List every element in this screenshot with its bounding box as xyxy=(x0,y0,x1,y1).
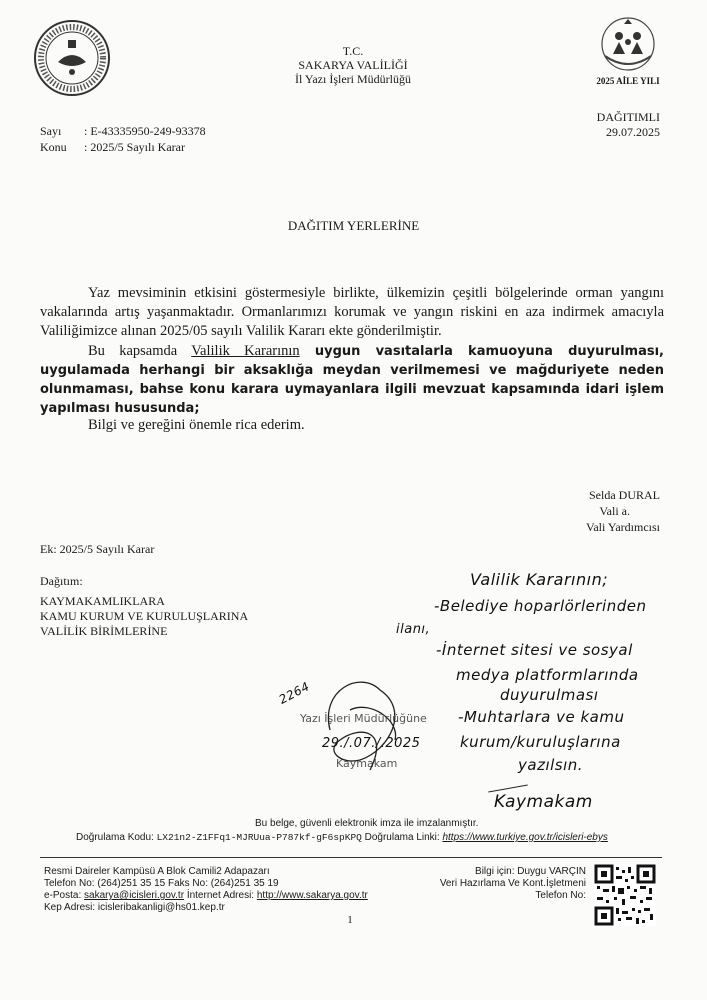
attachment: Ek: 2025/5 Sayılı Karar xyxy=(40,542,155,556)
family-year-caption: 2025 AİLE YILI xyxy=(596,76,660,86)
verification-code-label: Doğrulama Kodu: xyxy=(76,832,154,843)
subject-value: : 2025/5 Sayılı Karar xyxy=(84,140,185,154)
body-paragraph-3: Bilgi ve gereğini önemle rica ederim. xyxy=(88,417,305,433)
handwritten-line: -İnternet sitesi ve sosyal xyxy=(436,641,633,659)
info-role: Veri Hazırlama Ve Kont.İşletmeni xyxy=(439,878,586,889)
header-country: T.C. xyxy=(342,44,364,58)
handwritten-line: yazılsın. xyxy=(518,756,584,774)
footer-email[interactable]: sakarya@icisleri.gov.tr xyxy=(84,890,185,901)
verification-row xyxy=(76,832,608,844)
header-governorship: SAKARYA VALİLİĞİ xyxy=(298,58,408,72)
page-number: 1 xyxy=(347,914,353,926)
verification-link-label: Doğrulama Linki: xyxy=(364,832,440,843)
handwritten-line: -Belediye hoparlörlerinden xyxy=(434,597,647,615)
distribution-item: KAMU KURUM VE KURULUŞLARINA xyxy=(40,609,249,623)
e-signature-note: Bu belge, güvenli elektronik imza ile imzalanmıştır. xyxy=(255,818,479,829)
document-date: 29.07.2025 xyxy=(606,125,660,139)
handwritten-line: ilanı, xyxy=(396,622,431,637)
stamp-line-3: Kaymakam xyxy=(336,757,398,770)
signer-title-2: Vali Yardımcısı xyxy=(585,520,660,534)
handwritten-line: duyurulması xyxy=(500,686,599,704)
subject-label: Konu xyxy=(40,140,67,154)
distribution-label: Dağıtım: xyxy=(40,574,83,588)
family-year-logo xyxy=(589,14,667,74)
stamp-number: 2264 xyxy=(276,679,312,707)
number-value: : E-43335950-249-93378 xyxy=(84,124,206,138)
verification-code: LX21n2-Z1FFq1-MJRUua-P787kf-gF6spKPQ xyxy=(156,832,362,843)
handwritten-line: kurum/kuruluşlarına xyxy=(460,733,621,751)
info-contact: Bilgi için: Duygu VARÇIN xyxy=(475,866,586,877)
body-paragraph-1: Yaz mevsiminin etkisini göstermesiyle birlikte, ülkemizin çeşitli bölgelerinde orman yangını vakalarında artış yaşanmaktadır. Ormanlarımızı korumak ve yangın riskini en aza indirmek amacıyla Valiliğimizce alınan 2025/05 sayılı Valilik Kararı ekte gönderilmiştir. xyxy=(40,285,664,339)
footer-address: Resmi Daireler Kampüsü A Blok Camili2 Adapazarı xyxy=(44,866,270,877)
footer-email-label: e-Posta: xyxy=(44,890,82,901)
distribution-flag: DAĞITIMLI xyxy=(596,110,660,124)
footer-web[interactable]: http://www.sakarya.gov.tr xyxy=(256,890,368,901)
signer-title-1: Vali a. xyxy=(599,504,630,518)
qr-code xyxy=(594,864,656,926)
number-label: Sayı xyxy=(40,124,62,138)
ministry-seal-logo xyxy=(32,18,112,98)
p2-start: Bu kapsamda xyxy=(88,343,192,359)
distribution-item: KAYMAKAMLIKLARA xyxy=(40,594,165,608)
handwritten-line: medya platformlarında xyxy=(456,666,639,684)
verification-link[interactable]: https://www.turkiye.gov.tr/icisleri-ebys xyxy=(442,832,608,843)
handwritten-line: -Muhtarlara ve kamu xyxy=(458,708,625,726)
p2-bold-text: uygun vasıtalarla kamuoyuna duyurulması, uygulamada herhangi bir aksaklığa meydan verilmemesi ve mağduriyete neden olunmaması, bahse konu karara uymayanlara ilgili mevzuat kapsamında idari işlem yapılması hususunda; xyxy=(40,344,664,416)
header-department: İl Yazı İşleri Müdürlüğü xyxy=(295,72,411,86)
footer-contact-row xyxy=(44,890,368,902)
footer-phone: Telefon No: (264)251 35 15 Faks No: (264)251 35 19 xyxy=(44,878,279,889)
footer-web-label: İnternet Adresi: xyxy=(186,890,255,901)
handwritten-signature: Kaymakam xyxy=(494,792,593,812)
addressee: DAĞITIM YERLERİNE xyxy=(287,218,420,233)
stamp-signature-scribble xyxy=(300,670,450,780)
signer-name: Selda DURAL xyxy=(589,488,660,502)
body-paragraph-2 xyxy=(40,342,664,418)
stamp-line-1: Yazı İşleri Müdürlüğüne xyxy=(300,712,427,725)
p2-decision-ref: Valilik Kararının xyxy=(191,343,300,359)
info-phone: Telefon No: xyxy=(535,890,586,901)
handwritten-line: Valilik Kararının; xyxy=(470,570,609,589)
distribution-item: VALİLİK BİRİMLERİNE xyxy=(40,624,168,638)
footer-kep: Kep Adresi: icisleribakanligi@hs01.kep.tr xyxy=(44,902,225,913)
stamp-date: 29./.07./.2025 xyxy=(322,736,421,751)
footer-divider xyxy=(40,857,662,858)
